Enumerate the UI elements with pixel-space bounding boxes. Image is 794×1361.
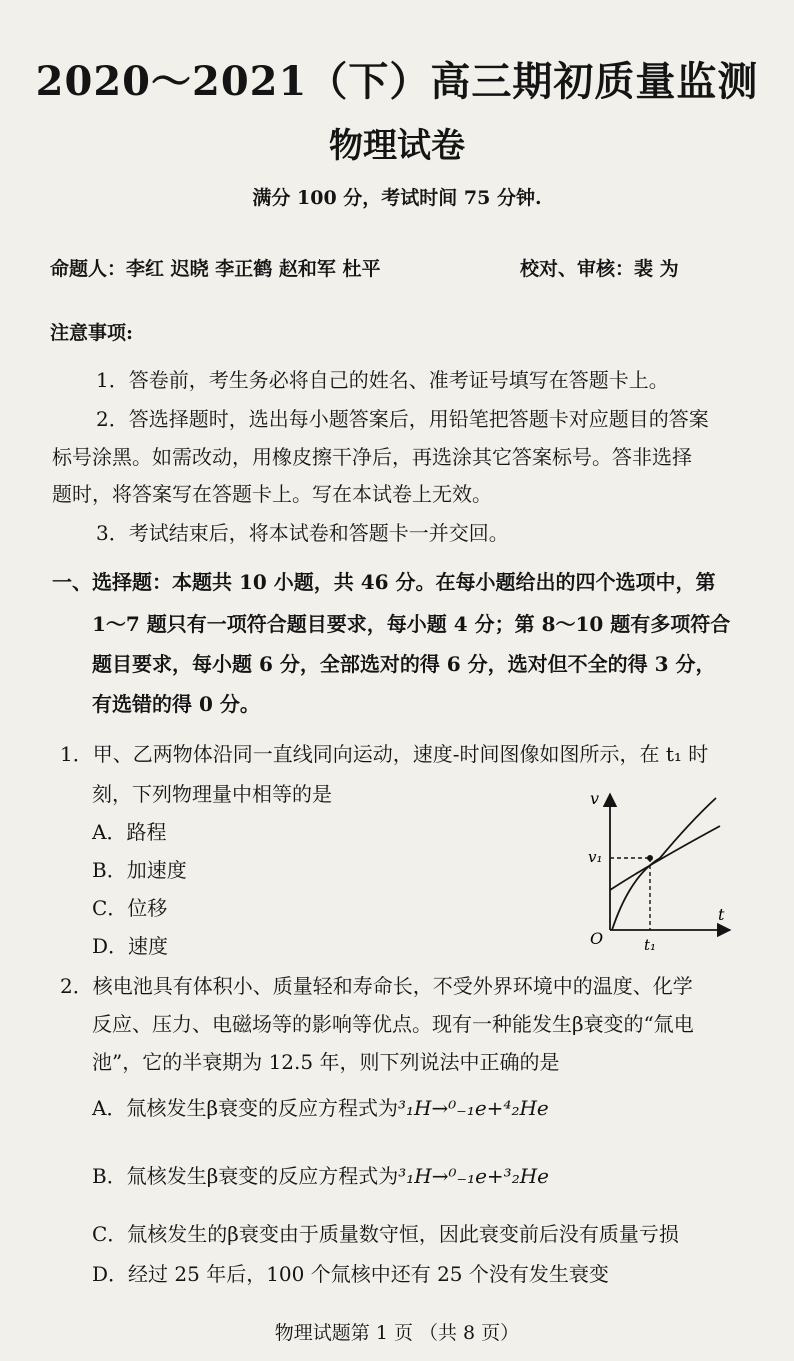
exam-title: 2020～2021（下）高三期初质量监测	[35, 58, 759, 105]
q2-option-a-text: A．氚核发生β衰变的反应方程式为	[92, 1096, 399, 1120]
exam-info: 满分 100 分，考试时间 75 分钟.	[252, 187, 542, 209]
q2-stem-line-3: 池”，它的半衰期为 12.5 年，则下列说法中正确的是	[92, 1050, 560, 1074]
section-1-line-2: 1～7 题只有一项符合题目要求，每小题 4 分；第 8～10 题有多项符合	[92, 612, 731, 636]
q2-option-b-equation: ³₁H→⁰₋₁e+³₂He	[398, 1164, 549, 1188]
velocity-time-graph	[570, 782, 750, 962]
q2-option-d: D．经过 25 年后，100 个氚核中还有 25 个没有发生衰变	[92, 1262, 609, 1286]
q1-option-a: A．路程	[92, 820, 167, 844]
q2-option-c: C．氚核发生的β衰变由于质量数守恒，因此衰变前后没有质量亏损	[92, 1222, 679, 1246]
subject-title: 物理试卷	[329, 126, 465, 166]
q1-stem-line-2: 刻，下列物理量中相等的是	[92, 782, 332, 806]
section-1-line-1: 一、选择题：本题共 10 小题，共 46 分。在每小题给出的四个选项中，第	[52, 570, 716, 594]
q2-option-b-text: B．氚核发生β衰变的反应方程式为	[92, 1164, 399, 1188]
q2-stem-line-1: 2．核电池具有体积小、质量轻和寿命长，不受外界环境中的温度、化学	[60, 974, 693, 998]
t1-label: t₁	[644, 936, 657, 954]
q1-stem-line-1: 1．甲、乙两物体沿同一直线同向运动，速度-时间图像如图所示，在 t₁ 时	[60, 742, 709, 766]
notice-item-2-line-3: 题时，将答案写在答题卡上。写在本试卷上无效。	[52, 482, 492, 506]
notice-item-1: 1．答卷前，考生务必将自己的姓名、准考证号填写在答题卡上。	[96, 368, 669, 392]
q2-stem-line-2: 反应、压力、电磁场等的影响等优点。现有一种能发生β衰变的“氚电	[92, 1012, 694, 1036]
q2-option-b	[92, 1160, 549, 1189]
reviewers: 校对、审核：裴 为	[520, 258, 679, 280]
origin-label: O	[590, 929, 604, 948]
page-footer: 物理试题第 1 页 （共 8 页）	[274, 1322, 520, 1344]
v1-label: v₁	[588, 848, 603, 866]
intersection-point	[647, 855, 653, 861]
section-1-line-3: 题目要求，每小题 6 分，全部选对的得 6 分，选对但不全的得 3 分，	[92, 652, 716, 676]
v-axis-label: v	[590, 789, 600, 808]
q1-option-b: B．加速度	[92, 858, 187, 882]
section-1-line-4: 有选错的得 0 分。	[92, 692, 260, 716]
q1-option-c: C．位移	[92, 896, 168, 920]
q1-option-d: D．速度	[92, 934, 169, 958]
notice-heading: 注意事项:	[50, 322, 134, 344]
notice-item-2-line-1: 2．答选择题时，选出每小题答案后，用铅笔把答题卡对应题目的答案	[96, 407, 709, 431]
question-setters: 命题人：李红 迟晓 李正鹤 赵和军 杜平	[50, 258, 381, 280]
q2-option-a	[92, 1092, 549, 1121]
q2-option-a-equation: ³₁H→⁰₋₁e+⁴₂He	[398, 1096, 549, 1120]
notice-item-2-line-2: 标号涂黑。如需改动，用橡皮擦干净后，再选涂其它答案标号。答非选择	[52, 445, 692, 469]
object-yi-curve	[612, 798, 716, 930]
t-axis-label: t	[718, 905, 725, 924]
notice-item-3: 3．考试结束后，将本试卷和答题卡一并交回。	[96, 521, 509, 545]
